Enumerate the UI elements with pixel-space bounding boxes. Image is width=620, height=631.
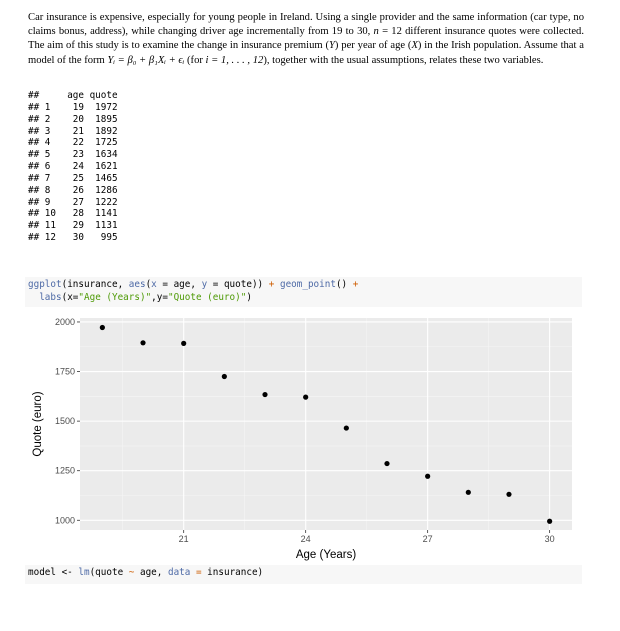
output-row: ## 2 20 1895 [28, 113, 118, 125]
y-variable: Y [329, 40, 335, 52]
code-token: "Age (Years)" [78, 291, 152, 303]
output-row: ## 5 23 1634 [28, 149, 118, 161]
x-tick-label: 24 [300, 534, 311, 544]
data-point [303, 395, 308, 400]
model-formula: Yᵢ = β₀ + β₁Xᵢ + ϵᵢ [107, 54, 185, 66]
ggplot-code-block [25, 277, 582, 307]
data-point [547, 519, 552, 524]
code-token: () [335, 279, 353, 290]
code-token: data [167, 567, 191, 578]
x-axis-title: Age (Years) [295, 549, 357, 561]
x-tick-label: 30 [544, 534, 555, 544]
data-point [344, 425, 349, 430]
data-point [425, 474, 430, 479]
code-token: ) [246, 291, 252, 303]
output-row: ## 10 28 1141 [28, 208, 118, 220]
code-token: x [151, 279, 157, 290]
code-token: y= [156, 291, 168, 303]
code-token [28, 292, 39, 303]
code-token: age, [134, 567, 168, 578]
output-prefix: ## [28, 90, 40, 101]
output-header-text: age quote [39, 90, 118, 101]
plot-panel [80, 318, 572, 530]
x-tick-label: 27 [422, 534, 433, 544]
data-point [140, 340, 145, 345]
intro-text: (for [184, 54, 206, 66]
data-point [262, 392, 267, 397]
code-token: insurance) [201, 567, 264, 578]
code-token: ~ [128, 567, 135, 578]
r-output-table [28, 90, 118, 244]
output-row: ## 4 22 1725 [28, 137, 118, 149]
code-token: = [195, 567, 202, 578]
code-token: lm [78, 567, 90, 578]
output-header [28, 90, 118, 102]
data-point [100, 325, 105, 330]
scatter-plot [28, 312, 580, 562]
y-axis-title: Quote (euro) [32, 391, 44, 457]
output-row: ## 1 19 1972 [28, 101, 118, 113]
code-token: "Quote (euro)" [167, 291, 247, 303]
index-range: i = 1, . . . , 12 [205, 54, 264, 66]
output-row: ## 11 29 1131 [28, 220, 118, 232]
code-token: + [352, 279, 359, 290]
output-rows [28, 102, 118, 244]
code-token: ggplot [28, 279, 62, 290]
y-tick-label: 1250 [54, 465, 75, 476]
intro-text: ), together with the usual assumptions, relates these two variables. [263, 54, 544, 66]
intro-text: ) in the Irish population. Assume that a model of the form [28, 40, 584, 66]
data-point [506, 492, 511, 497]
y-tick-label: 2000 [54, 316, 75, 327]
code-token: labs [39, 291, 62, 303]
code-token: = quote)) [207, 279, 269, 290]
data-point [466, 490, 471, 495]
output-row: ## 9 27 1222 [28, 196, 118, 208]
intro-text: ) per year of age ( [334, 40, 412, 52]
y-tick-label: 1750 [54, 366, 75, 377]
data-point [181, 341, 186, 346]
code-token: , [151, 291, 157, 303]
code-token: model <- [28, 567, 79, 578]
output-row: ## 3 21 1892 [28, 125, 118, 137]
code-token: x= [67, 291, 79, 303]
x-variable: X [411, 40, 418, 52]
code-token: ( [145, 279, 152, 290]
output-row: ## 8 26 1286 [28, 184, 118, 196]
data-point [222, 374, 227, 379]
code-token: (insurance, [61, 279, 129, 290]
code-token: + [268, 279, 275, 290]
intro-paragraph [28, 11, 584, 68]
code-token: (quote [89, 567, 129, 578]
n-variable: n [373, 26, 379, 38]
y-tick-label: 1500 [54, 416, 75, 427]
lm-code-block [25, 565, 582, 584]
x-tick-label: 21 [178, 534, 189, 544]
intro-text: = 12 different insurance quotes were collected. The aim of this study is to examine the change in insurance premium ( [28, 26, 584, 52]
output-row: ## 6 24 1621 [28, 161, 118, 173]
code-token: = age, [156, 279, 202, 290]
code-token: ( [61, 291, 68, 303]
code-token: aes [128, 279, 146, 290]
code-token: geom_point [279, 279, 336, 290]
data-point [384, 461, 389, 466]
y-tick-label: 1000 [54, 515, 75, 526]
intro-text: Car insurance is expensive, especially for young people in Ireland. Using a single provider and the same information (car type, no claims bonus, address), while changing driver age incrementally from 19 to 30, [28, 12, 584, 38]
output-row: ## 7 25 1465 [28, 172, 118, 184]
code-token: y [201, 279, 208, 290]
output-row: ## 12 30 995 [28, 232, 118, 244]
